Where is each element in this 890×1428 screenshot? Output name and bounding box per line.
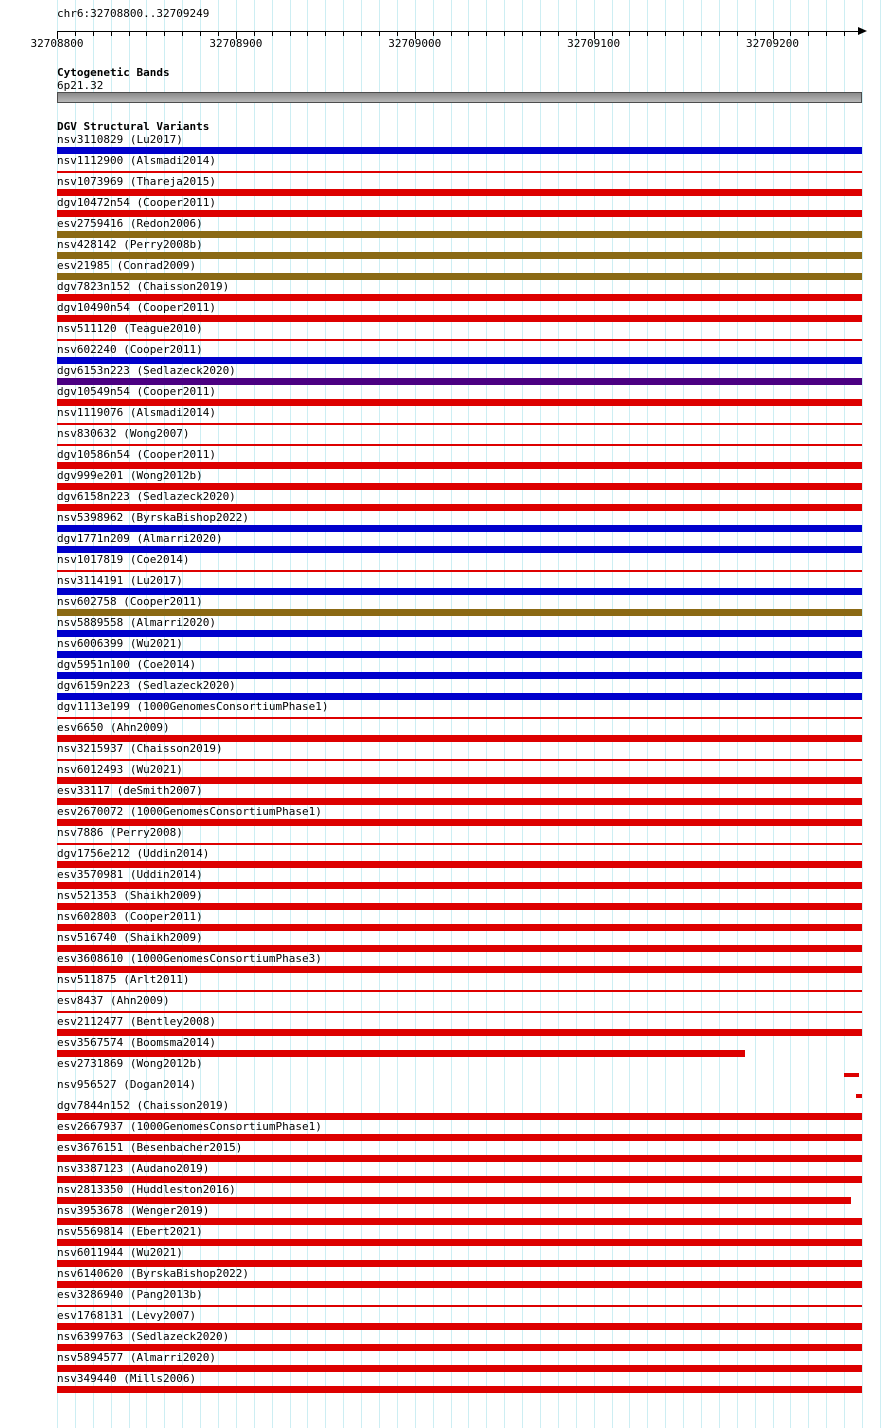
variant-bar[interactable] [57, 1050, 745, 1057]
variant-row [57, 365, 862, 386]
variant-row [57, 1247, 862, 1268]
variant-label[interactable]: esv3570981 (Uddin2014) [57, 868, 203, 881]
ruler-tick [379, 32, 380, 36]
variant-row [57, 890, 862, 911]
variant-row [57, 764, 862, 785]
variant-label[interactable]: nsv349440 (Mills2006) [57, 1372, 197, 1385]
variant-row [57, 806, 862, 827]
ruler-tick [93, 32, 94, 36]
variant-label[interactable]: dgv999e201 (Wong2012b) [57, 469, 203, 482]
variant-row [57, 1184, 862, 1205]
variant-row [57, 974, 862, 995]
ruler-tick [522, 32, 523, 36]
variant-bar[interactable] [844, 1073, 858, 1077]
variant-row [57, 848, 862, 869]
variant-label[interactable]: nsv6006399 (Wu2021) [57, 637, 183, 650]
dgv-section-title: DGV Structural Variants [57, 120, 210, 133]
variant-row [57, 1310, 862, 1331]
variant-bar[interactable] [57, 378, 862, 385]
ruler-tick [647, 32, 648, 36]
variant-bar[interactable] [57, 903, 862, 910]
variant-bar[interactable] [57, 1218, 862, 1225]
variant-bar[interactable] [57, 570, 862, 572]
variant-row [57, 596, 862, 617]
variant-bar[interactable] [57, 651, 862, 658]
variant-label[interactable]: nsv1017819 (Coe2014) [57, 553, 190, 566]
ruler-tick [576, 32, 577, 36]
variant-row [57, 722, 862, 743]
variant-bar[interactable] [57, 504, 862, 511]
variant-row [57, 1289, 862, 1310]
variant-row [57, 1142, 862, 1163]
ruler-tick [844, 32, 845, 36]
variant-bar[interactable] [57, 1386, 862, 1393]
variant-rows [57, 134, 862, 1394]
ruler-tick [200, 32, 201, 36]
variant-label[interactable]: esv6650 (Ahn2009) [57, 721, 170, 734]
variant-label[interactable]: nsv5894577 (Almarri2020) [57, 1351, 216, 1364]
variant-bar[interactable] [57, 315, 862, 322]
variant-bar[interactable] [57, 1197, 851, 1204]
ruler-tick [540, 32, 541, 36]
variant-label[interactable]: esv2670072 (1000GenomesConsortiumPhase1) [57, 805, 322, 818]
variant-bar[interactable] [57, 924, 862, 931]
variant-row [57, 407, 862, 428]
ruler-tick [146, 32, 147, 36]
ruler-tick [290, 32, 291, 36]
variant-bar[interactable] [57, 861, 862, 868]
variant-bar[interactable] [57, 777, 862, 784]
variant-bar[interactable] [57, 1029, 862, 1036]
variant-bar[interactable] [57, 966, 862, 973]
variant-bar[interactable] [57, 189, 862, 196]
variant-row [57, 197, 862, 218]
variant-bar[interactable] [57, 843, 862, 845]
variant-bar[interactable] [57, 525, 862, 532]
variant-bar[interactable] [57, 1011, 862, 1013]
variant-bar[interactable] [57, 147, 862, 154]
variant-label[interactable]: esv2667937 (1000GenomesConsortiumPhase1) [57, 1120, 322, 1133]
variant-row [57, 302, 862, 323]
ruler-tick [307, 32, 308, 36]
variant-label[interactable]: nsv2813350 (Huddleston2016) [57, 1183, 236, 1196]
variant-row [57, 1079, 862, 1100]
variant-bar[interactable] [57, 588, 862, 595]
variant-bar[interactable] [57, 1305, 862, 1307]
variant-row [57, 386, 862, 407]
variant-row [57, 1058, 862, 1079]
ruler-tick [558, 32, 559, 36]
variant-row [57, 323, 862, 344]
ruler-tick [612, 32, 613, 36]
variant-bar[interactable] [57, 672, 862, 679]
variant-row [57, 533, 862, 554]
variant-row [57, 1268, 862, 1289]
variant-label[interactable]: nsv602240 (Cooper2011) [57, 343, 203, 356]
ruler-tick [451, 32, 452, 36]
ruler-tick [468, 32, 469, 36]
variant-bar[interactable] [57, 945, 862, 952]
variant-row [57, 911, 862, 932]
variant-bar[interactable] [57, 609, 862, 616]
variant-row [57, 1331, 862, 1352]
variant-bar[interactable] [57, 294, 862, 301]
variant-row [57, 239, 862, 260]
variant-row [57, 953, 862, 974]
variant-row [57, 134, 862, 155]
region-label: chr6:32708800..32709249 [57, 7, 210, 20]
variant-bar[interactable] [57, 630, 862, 637]
variant-label[interactable]: nsv1112900 (Alsmadi2014) [57, 154, 216, 167]
variant-label[interactable]: esv33117 (deSmith2007) [57, 784, 203, 797]
ruler-tick [75, 32, 76, 36]
variant-row [57, 449, 862, 470]
variant-row [57, 638, 862, 659]
variant-label[interactable]: nsv6012493 (Wu2021) [57, 763, 183, 776]
grid-line [880, 0, 881, 1428]
ruler-tick [164, 32, 165, 36]
variant-bar[interactable] [57, 693, 862, 700]
variant-label[interactable]: esv3608610 (1000GenomesConsortiumPhase3) [57, 952, 322, 965]
variant-bar[interactable] [57, 252, 862, 259]
variant-label[interactable]: nsv5569814 (Ebert2021) [57, 1225, 203, 1238]
cytoband-bar[interactable] [57, 92, 862, 103]
variant-bar[interactable] [57, 1323, 862, 1330]
variant-row [57, 491, 862, 512]
variant-bar[interactable] [57, 273, 862, 280]
ruler-tick [111, 32, 112, 36]
variant-bar[interactable] [57, 990, 862, 992]
ruler-tick [629, 32, 630, 36]
variant-label[interactable]: nsv5398962 (ByrskaBishop2022) [57, 511, 250, 524]
ruler-tick [737, 32, 738, 36]
variant-label[interactable]: dgv5951n100 (Coe2014) [57, 658, 197, 671]
variant-label[interactable]: nsv956527 (Dogan2014) [57, 1078, 197, 1091]
variant-label[interactable]: dgv6153n223 (Sedlazeck2020) [57, 364, 236, 377]
ruler-tick [343, 32, 344, 36]
ruler-tick-label: 32708800 [30, 37, 84, 50]
variant-label[interactable]: dgv1756e212 (Uddin2014) [57, 847, 210, 860]
variant-row [57, 1205, 862, 1226]
ruler-line [57, 31, 860, 32]
variant-label[interactable]: esv2759416 (Redon2006) [57, 217, 203, 230]
variant-label[interactable]: dgv10472n54 (Cooper2011) [57, 196, 216, 209]
ruler-tick-label: 32709100 [567, 37, 621, 50]
variant-label[interactable]: dgv6159n223 (Sedlazeck2020) [57, 679, 236, 692]
ruler-tick [826, 32, 827, 36]
variant-label[interactable]: nsv3114191 (Lu2017) [57, 574, 183, 587]
variant-row [57, 155, 862, 176]
variant-row [57, 1226, 862, 1247]
variant-bar[interactable] [57, 882, 862, 889]
cytoband-name: 6p21.32 [57, 79, 104, 92]
variant-label[interactable]: nsv6011944 (Wu2021) [57, 1246, 183, 1259]
variant-label[interactable]: esv2731869 (Wong2012b) [57, 1057, 203, 1070]
variant-row [57, 554, 862, 575]
variant-bar[interactable] [57, 546, 862, 553]
variant-label[interactable]: dgv6158n223 (Sedlazeck2020) [57, 490, 236, 503]
variant-bar[interactable] [57, 444, 862, 446]
variant-bar[interactable] [57, 171, 862, 173]
variant-row [57, 869, 862, 890]
variant-row [57, 428, 862, 449]
cytoband-section-title: Cytogenetic Bands [57, 66, 170, 79]
variant-row [57, 659, 862, 680]
grid-line [862, 0, 863, 1428]
variant-row [57, 218, 862, 239]
variant-row [57, 344, 862, 365]
variant-label[interactable]: esv1768131 (Levy2007) [57, 1309, 197, 1322]
ruler-tick [254, 32, 255, 36]
variant-label[interactable]: nsv516740 (Shaikh2009) [57, 931, 203, 944]
ruler-tick-label: 32709000 [388, 37, 442, 50]
variant-label[interactable]: dgv7844n152 (Chaisson2019) [57, 1099, 230, 1112]
variant-bar[interactable] [57, 483, 862, 490]
variant-label[interactable]: nsv830632 (Wong2007) [57, 427, 190, 440]
variant-label[interactable]: dgv10490n54 (Cooper2011) [57, 301, 216, 314]
variant-label[interactable]: esv2112477 (Bentley2008) [57, 1015, 216, 1028]
variant-row [57, 995, 862, 1016]
variant-bar[interactable] [57, 1365, 862, 1372]
variant-bar[interactable] [57, 339, 862, 341]
variant-label[interactable]: nsv602803 (Cooper2011) [57, 910, 203, 923]
variant-label[interactable]: nsv3110829 (Lu2017) [57, 133, 183, 146]
variant-bar[interactable] [57, 759, 862, 761]
variant-row [57, 932, 862, 953]
variant-label[interactable]: nsv6399763 (Sedlazeck2020) [57, 1330, 230, 1343]
variant-label[interactable]: nsv1119076 (Alsmadi2014) [57, 406, 216, 419]
variant-label[interactable]: nsv6140620 (ByrskaBishop2022) [57, 1267, 250, 1280]
variant-row [57, 1121, 862, 1142]
ruler-tick-label: 32708900 [209, 37, 263, 50]
variant-row [57, 512, 862, 533]
ruler-tick [361, 32, 362, 36]
variant-label[interactable]: nsv428142 (Perry2008b) [57, 238, 203, 251]
variant-row [57, 680, 862, 701]
variant-bar[interactable] [57, 423, 862, 425]
variant-row [57, 1037, 862, 1058]
ruler-tick [665, 32, 666, 36]
variant-label[interactable]: esv3676151 (Besenbacher2015) [57, 1141, 243, 1154]
variant-label[interactable]: nsv1073969 (Thareja2015) [57, 175, 216, 188]
variant-label[interactable]: nsv5889558 (Almarri2020) [57, 616, 216, 629]
variant-bar[interactable] [57, 1155, 862, 1162]
variant-bar[interactable] [57, 357, 862, 364]
ruler-tick [433, 32, 434, 36]
variant-bar[interactable] [57, 1281, 862, 1288]
variant-bar[interactable] [57, 1239, 862, 1246]
variant-bar[interactable] [57, 798, 862, 805]
variant-label[interactable]: nsv7886 (Perry2008) [57, 826, 183, 839]
ruler-tick [808, 32, 809, 36]
variant-row [57, 470, 862, 491]
variant-row [57, 617, 862, 638]
variant-label[interactable]: esv8437 (Ahn2009) [57, 994, 170, 1007]
variant-bar[interactable] [57, 1260, 862, 1267]
variant-bar[interactable] [57, 735, 862, 742]
variant-row [57, 1163, 862, 1184]
variant-bar[interactable] [57, 717, 862, 719]
variant-row [57, 1373, 862, 1394]
ruler-tick [182, 32, 183, 36]
variant-label[interactable]: dgv7823n152 (Chaisson2019) [57, 280, 230, 293]
ruler-tick [397, 32, 398, 36]
variant-bar[interactable] [57, 462, 862, 469]
variant-row [57, 176, 862, 197]
ruler-tick [129, 32, 130, 36]
ruler-tick [272, 32, 273, 36]
variant-bar[interactable] [57, 1134, 862, 1141]
variant-bar[interactable] [57, 819, 862, 826]
variant-bar[interactable] [57, 399, 862, 406]
variant-bar[interactable] [57, 231, 862, 238]
variant-bar[interactable] [856, 1094, 862, 1098]
ruler-tick [790, 32, 791, 36]
variant-row [57, 743, 862, 764]
variant-label[interactable]: dgv1113e199 (1000GenomesConsortiumPhase1) [57, 700, 329, 713]
ruler-arrow-icon [858, 27, 867, 35]
variant-label[interactable]: nsv3387123 (Audano2019) [57, 1162, 210, 1175]
variant-label[interactable]: dgv1771n209 (Almarri2020) [57, 532, 223, 545]
ruler-tick-label: 32709200 [746, 37, 800, 50]
variant-label[interactable]: nsv3953678 (Wenger2019) [57, 1204, 210, 1217]
ruler-tick [719, 32, 720, 36]
variant-row [57, 260, 862, 281]
variant-row [57, 827, 862, 848]
variant-label[interactable]: dgv10549n54 (Cooper2011) [57, 385, 216, 398]
variant-bar[interactable] [57, 1113, 862, 1120]
ruler-tick [701, 32, 702, 36]
variant-row [57, 1352, 862, 1373]
variant-bar[interactable] [57, 1344, 862, 1351]
variant-bar[interactable] [57, 1176, 862, 1183]
variant-bar[interactable] [57, 210, 862, 217]
ruler-tick [325, 32, 326, 36]
ruler-tick [218, 32, 219, 36]
variant-row [57, 785, 862, 806]
variant-label[interactable]: nsv511875 (Arlt2011) [57, 973, 190, 986]
variant-label[interactable]: nsv521353 (Shaikh2009) [57, 889, 203, 902]
variant-label[interactable]: nsv602758 (Cooper2011) [57, 595, 203, 608]
variant-label[interactable]: nsv3215937 (Chaisson2019) [57, 742, 223, 755]
ruler-tick [486, 32, 487, 36]
variant-label[interactable]: esv3286940 (Pang2013b) [57, 1288, 203, 1301]
variant-row [57, 575, 862, 596]
ruler-tick [683, 32, 684, 36]
variant-row [57, 281, 862, 302]
variant-label[interactable]: esv21985 (Conrad2009) [57, 259, 197, 272]
variant-row [57, 701, 862, 722]
ruler-tick [504, 32, 505, 36]
variant-row [57, 1100, 862, 1121]
variant-row [57, 1016, 862, 1037]
variant-label[interactable]: esv3567574 (Boomsma2014) [57, 1036, 216, 1049]
variant-label[interactable]: dgv10586n54 (Cooper2011) [57, 448, 216, 461]
variant-label[interactable]: nsv511120 (Teague2010) [57, 322, 203, 335]
ruler-tick [755, 32, 756, 36]
